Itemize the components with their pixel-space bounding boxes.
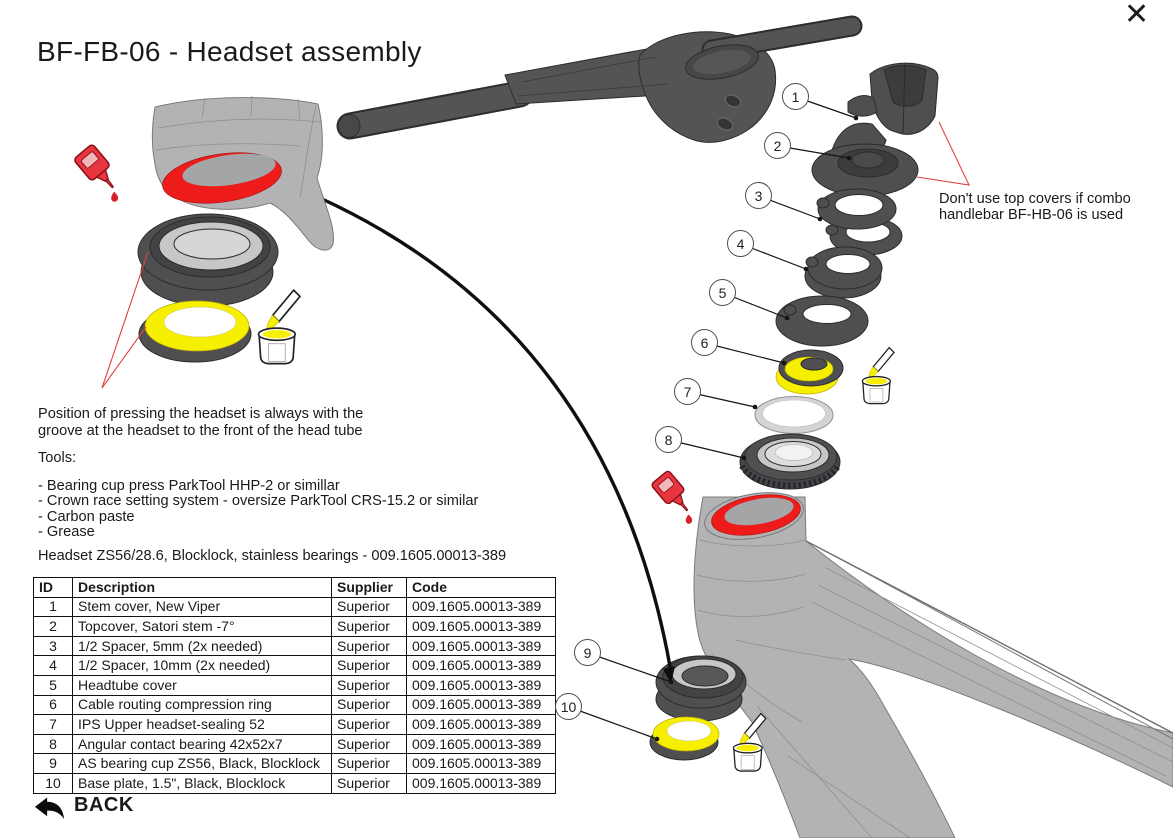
cell-supplier: Superior	[332, 617, 407, 637]
cell-id: 9	[34, 754, 73, 774]
cell-code: 009.1605.00013-389	[407, 656, 556, 676]
callout-6: 6	[691, 329, 718, 356]
page-title: BF-FB-06 - Headset assembly	[37, 36, 422, 67]
part-3-spacers-5mm	[817, 189, 902, 255]
cell-supplier: Superior	[332, 715, 407, 735]
cell-description: 1/2 Spacer, 5mm (2x needed)	[73, 636, 332, 656]
frame-render	[694, 486, 1173, 838]
warning-line2: handlebar BF-HB-06 is used	[939, 207, 1124, 223]
cell-id: 3	[34, 636, 73, 656]
callout-5: 5	[709, 279, 736, 306]
detail-base-plate	[139, 301, 251, 362]
cell-description: Cable routing compression ring	[73, 695, 332, 715]
cell-description: Stem cover, New Viper	[73, 597, 332, 617]
cell-supplier: Superior	[332, 695, 407, 715]
callout-4: 4	[727, 230, 754, 257]
table-row	[34, 597, 556, 617]
tools-label: Tools:	[38, 450, 77, 466]
cell-code: 009.1605.00013-389	[407, 734, 556, 754]
col-header-supplier: Supplier	[332, 578, 407, 598]
press-note-line1: Position of pressing the headset is always with the	[38, 406, 364, 422]
part-8-bearing	[740, 434, 840, 489]
cell-description: Base plate, 1.5", Black, Blocklock	[73, 773, 332, 793]
tool-item: - Bearing cup press ParkTool HHP-2 or simillar	[38, 478, 340, 494]
cell-id: 4	[34, 656, 73, 676]
cell-supplier: Superior	[332, 773, 407, 793]
cell-description: Angular contact bearing 42x52x7	[73, 734, 332, 754]
table-row	[34, 734, 556, 754]
cell-code: 009.1605.00013-389	[407, 617, 556, 637]
cell-code: 009.1605.00013-389	[407, 636, 556, 656]
part-10-base-plate	[650, 717, 719, 760]
parts-table	[33, 577, 556, 794]
table-header-row	[34, 578, 556, 598]
col-header-code: Code	[407, 578, 556, 598]
press-position-note	[38, 406, 363, 439]
detail-view-render	[138, 96, 334, 362]
cell-code: 009.1605.00013-389	[407, 773, 556, 793]
part-6-compression-ring	[776, 350, 843, 394]
callout-3: 3	[745, 182, 772, 209]
cell-description: IPS Upper headset-sealing 52	[73, 715, 332, 735]
tool-item: - Crown race setting system - oversize ParkTool CRS-15.2 or similar	[38, 493, 479, 510]
cell-supplier: Superior	[332, 675, 407, 695]
col-header-description: Description	[73, 578, 332, 598]
cell-supplier: Superior	[332, 656, 407, 676]
close-icon[interactable]: ✕	[1124, 0, 1150, 31]
callout-2: 2	[764, 132, 791, 159]
cell-id: 8	[34, 734, 73, 754]
cell-supplier: Superior	[332, 754, 407, 774]
cell-code: 009.1605.00013-389	[407, 695, 556, 715]
cell-supplier: Superior	[332, 734, 407, 754]
tools-list	[38, 479, 478, 541]
cell-id: 10	[34, 773, 73, 793]
warning-line1: Don't use top covers if combo	[939, 191, 1131, 207]
back-arrow-icon	[33, 790, 65, 820]
cell-code: 009.1605.00013-389	[407, 715, 556, 735]
cell-code: 009.1605.00013-389	[407, 675, 556, 695]
tool-item: - Grease	[38, 524, 95, 541]
table-row	[34, 656, 556, 676]
press-note-line2: groove at the headset to the front of the head tube	[38, 422, 363, 439]
cell-description: 1/2 Spacer, 10mm (2x needed)	[73, 656, 332, 676]
cell-id: 2	[34, 617, 73, 637]
top-cover-warning-note	[939, 191, 1131, 223]
cell-code: 009.1605.00013-389	[407, 754, 556, 774]
part-4-spacer-10mm	[805, 247, 882, 298]
cell-id: 6	[34, 695, 73, 715]
cell-id: 1	[34, 597, 73, 617]
cell-id: 5	[34, 675, 73, 695]
cell-description: Topcover, Satori stem -7°	[73, 617, 332, 637]
cell-supplier: Superior	[332, 636, 407, 656]
table-row	[34, 695, 556, 715]
back-button[interactable]	[33, 790, 134, 820]
callout-7: 7	[674, 378, 701, 405]
callout-9: 9	[574, 639, 601, 666]
table-row	[34, 754, 556, 774]
table-row	[34, 715, 556, 735]
back-button-label: BACK	[74, 793, 134, 816]
callout-1: 1	[782, 83, 809, 110]
table-row	[34, 636, 556, 656]
cell-description: Headtube cover	[73, 675, 332, 695]
headset-part-line: Headset ZS56/28.6, Blocklock, stainless bearings - 009.1605.00013-389	[38, 548, 507, 564]
callout-10: 10	[555, 693, 582, 720]
table-row	[34, 675, 556, 695]
tool-item: - Carbon paste	[38, 508, 135, 525]
part-5-headtube-cover	[776, 296, 868, 346]
table-row	[34, 617, 556, 637]
detail-bearing-cup	[138, 214, 278, 306]
callout-8: 8	[655, 426, 682, 453]
cell-code: 009.1605.00013-389	[407, 597, 556, 617]
cell-id: 7	[34, 715, 73, 735]
cell-description: AS bearing cup ZS56, Black, Blocklock	[73, 754, 332, 774]
col-header-id: ID	[34, 578, 73, 598]
part-7-sealing-ring	[755, 397, 833, 434]
cell-supplier: Superior	[332, 597, 407, 617]
